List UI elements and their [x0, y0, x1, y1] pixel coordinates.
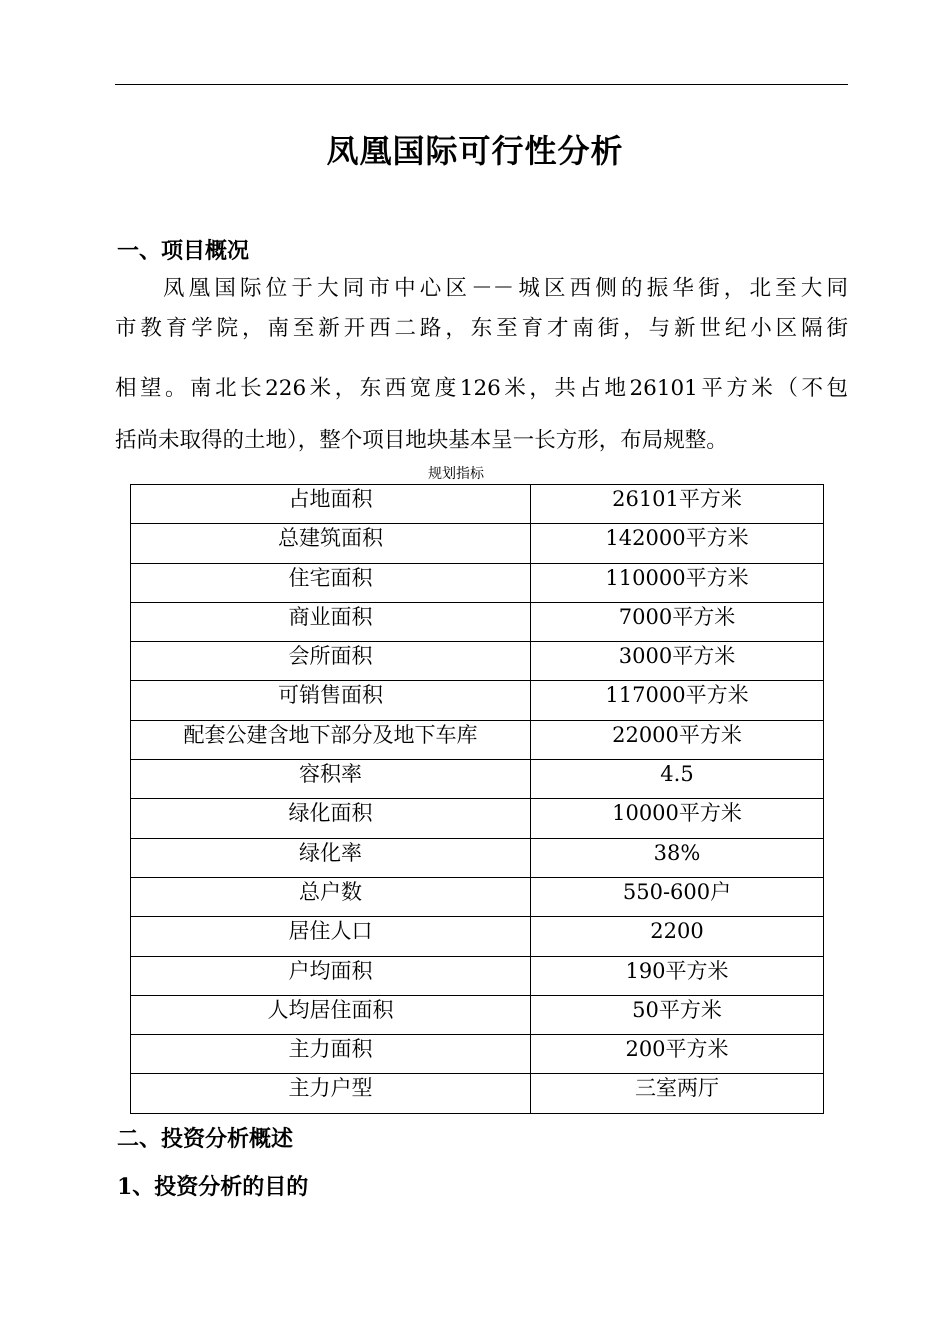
indicator-value: 50平方米 — [531, 995, 824, 1034]
subsection-heading-purpose: 1、投资分析的目的 — [117, 1174, 309, 1200]
indicator-value: 4.5 — [531, 760, 824, 799]
table-row — [131, 956, 824, 995]
table-row — [131, 838, 824, 877]
table-row — [131, 1035, 824, 1074]
table-row — [131, 877, 824, 916]
table-row — [131, 917, 824, 956]
indicator-value: 550-600户 — [531, 877, 824, 916]
table-row — [131, 995, 824, 1034]
paragraph-line-1: 凤凰国际位于大同市中心区－－城区西侧的振华街，北至大同 — [163, 276, 848, 301]
table-row — [131, 760, 824, 799]
table-row — [131, 681, 824, 720]
indicator-value: 7000平方米 — [531, 602, 824, 641]
indicator-label: 容积率 — [131, 760, 531, 799]
indicator-label: 绿化面积 — [131, 799, 531, 838]
indicator-label: 会所面积 — [131, 642, 531, 681]
indicator-label: 可销售面积 — [131, 681, 531, 720]
indicator-label: 主力面积 — [131, 1035, 531, 1074]
table-row — [131, 602, 824, 641]
section-heading-investment: 二、投资分析概述 — [117, 1126, 294, 1152]
indicator-value: 142000平方米 — [531, 524, 824, 563]
indicator-label: 居住人口 — [131, 917, 531, 956]
table-caption: 规划指标 — [428, 466, 484, 482]
indicator-label: 户均面积 — [131, 956, 531, 995]
paragraph-line-4: 括尚未取得的土地），整个项目地块基本呈一长方形，布局规整。 — [115, 428, 728, 453]
paragraph-line-3: 相望。南北长226米，东西宽度126米，共占地26101平方米（不包 — [115, 376, 848, 401]
indicator-label: 人均居住面积 — [131, 995, 531, 1034]
indicator-value: 110000平方米 — [531, 563, 824, 602]
indicator-label: 总建筑面积 — [131, 524, 531, 563]
planning-indicators-table — [130, 484, 824, 1114]
table-row — [131, 799, 824, 838]
indicator-label: 绿化率 — [131, 838, 531, 877]
indicator-label: 占地面积 — [131, 485, 531, 524]
indicator-value: 117000平方米 — [531, 681, 824, 720]
indicator-value: 38% — [531, 838, 824, 877]
indicator-value: 26101平方米 — [531, 485, 824, 524]
indicator-value: 190平方米 — [531, 956, 824, 995]
paragraph-line-2: 市教育学院，南至新开西二路，东至育才南街，与新世纪小区隔街 — [115, 316, 848, 341]
indicator-label: 配套公建含地下部分及地下车库 — [131, 720, 531, 759]
indicator-value: 10000平方米 — [531, 799, 824, 838]
section-heading-overview: 一、项目概况 — [117, 238, 250, 264]
indicator-value: 2200 — [531, 917, 824, 956]
table-row — [131, 1074, 824, 1113]
indicator-value: 200平方米 — [531, 1035, 824, 1074]
indicator-label: 商业面积 — [131, 602, 531, 641]
indicator-label: 住宅面积 — [131, 563, 531, 602]
header-rule — [115, 84, 848, 85]
table-row — [131, 485, 824, 524]
indicator-label: 主力户型 — [131, 1074, 531, 1113]
indicator-value: 3000平方米 — [531, 642, 824, 681]
document-title: 凤凰国际可行性分析 — [326, 132, 624, 170]
indicator-value: 三室两厅 — [531, 1074, 824, 1113]
table-row — [131, 642, 824, 681]
table-row — [131, 524, 824, 563]
table-row — [131, 720, 824, 759]
table-row — [131, 563, 824, 602]
indicator-value: 22000平方米 — [531, 720, 824, 759]
indicator-label: 总户数 — [131, 877, 531, 916]
